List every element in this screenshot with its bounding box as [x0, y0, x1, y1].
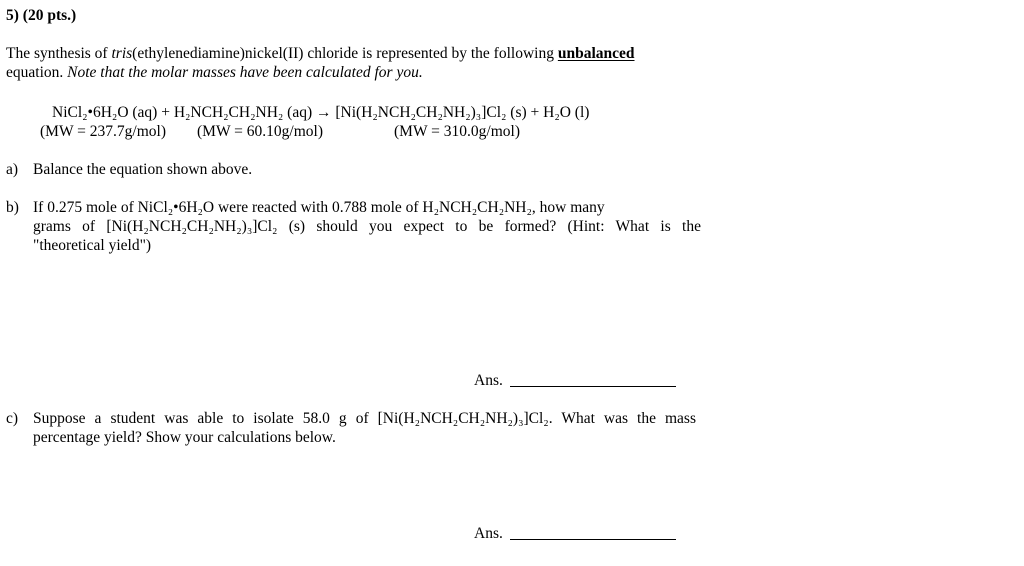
- intro-note: Note that the molar masses have been calculated for you.: [67, 64, 423, 81]
- intro-line-1: [6, 44, 635, 63]
- molar-mass-product: (MW = 310.0g/mol): [394, 123, 520, 140]
- part-b-answer-line[interactable]: [510, 386, 676, 387]
- part-b-label: b): [6, 199, 19, 216]
- molar-mass-reactant-2: (MW = 60.10g/mol): [197, 123, 323, 140]
- part-c-label: c): [6, 410, 19, 427]
- part-b-line-1: If 0.275 mole of NiCl₂•6H₂O were reacted with 0.788 mole of H₂NCH₂CH₂NH₂, how many: [33, 199, 605, 216]
- intro-text-start: The synthesis of: [6, 45, 112, 62]
- intro-line-2: [6, 63, 423, 82]
- intro-tris-italic: tris: [111, 45, 133, 62]
- part-b-line-2: grams of [Ni(H₂NCH₂CH₂NH₂)₃]Cl₂ (s) should you expect to be formed? (Hint: What is the: [33, 218, 701, 235]
- part-c-line-2: percentage yield? Show your calculations below.: [33, 429, 336, 446]
- part-c-answer-label: Ans.: [474, 525, 503, 542]
- chemical-equation: NiCl₂•6H₂O (aq) + H₂NCH₂CH₂NH₂ (aq) → [Ni(H₂NCH₂CH₂NH₂)₃]Cl₂ (s) + H₂O (l): [52, 104, 590, 121]
- part-c-answer-line[interactable]: [510, 539, 676, 540]
- molar-mass-reactant-1: (MW = 237.7g/mol): [40, 123, 166, 140]
- question-header: 5) (20 pts.): [6, 7, 77, 24]
- part-a-text: Balance the equation shown above.: [33, 161, 253, 178]
- intro-text-middle: (ethylenediamine)nickel(II) chloride is represented by the following: [132, 45, 558, 62]
- intro-line2-text: equation.: [6, 64, 68, 81]
- part-b-answer-label: Ans.: [474, 372, 503, 389]
- intro-unbalanced-emphasis: unbalanced: [557, 45, 635, 62]
- part-c-line-1: Suppose a student was able to isolate 58.0 g of [Ni(H₂NCH₂CH₂NH₂)₃]Cl₂. What was the mass: [33, 410, 696, 427]
- part-b-line-3: "theoretical yield"): [33, 237, 152, 254]
- part-a-label: a): [6, 161, 19, 178]
